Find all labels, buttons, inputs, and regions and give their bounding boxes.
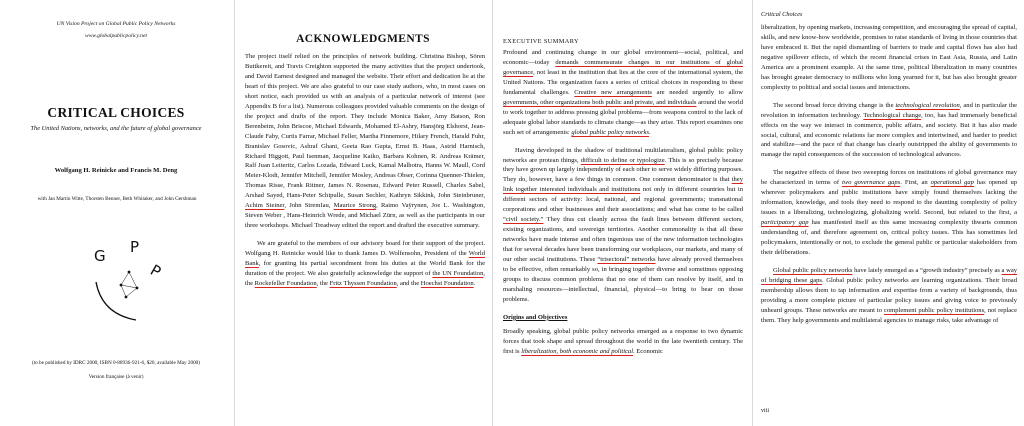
highlight-two-governance-gaps: two governance gaps: [841, 179, 901, 187]
gpp-logo-icon: [90, 228, 190, 328]
acknowledgments-heading: ACKNOWLEDGMENTS: [296, 33, 430, 45]
executive-summary-body: [503, 48, 743, 357]
gpp-network-logo: [90, 228, 190, 328]
text-run: , not replace them. They help governments and multilateral agencies to manage risks, take advantage of: [761, 306, 1017, 324]
summary-paragraph-2: [503, 146, 743, 305]
text-run: , Raimo Vaÿrynen, Joe L. Washington, Steven Weber , Hans-Heinrich Wrede, and Michael Zürn, as well as the participants in our three workshops. Michael Treadway edited the report and drafted the executive summary.: [245, 202, 485, 230]
text-run: . Global public policy networks are learning organizations. Their broad membership allows them to tap information and expertise from a variety of backgrounds, thus providing a more complete picture of particular policy issues and giving voice to previously unheard groups. These networks are meant to: [761, 276, 1017, 314]
title-page: [0, 0, 232, 426]
text-run: , and the: [396, 279, 421, 287]
text-run: , John StremIau,: [284, 202, 334, 210]
text-run: around the world to work together to address pressing global problems—from weapons control to the lack of adequate global labor standards to climate change—as they arise. This report examines one such set of arrangements:: [503, 98, 743, 136]
text-run: has opened up wherever policymakers and public institutions have simply found themselves lacking the information, knowledge, and tools they need to respond to the daunting complexity of policy issues in a liberalizing, technologizing, globalizing world. Second, but related to the first, a: [761, 179, 1018, 217]
logo-letter-p2: P: [147, 260, 164, 282]
highlight-achim-steiner: Achim Steiner: [245, 202, 285, 210]
acknowledgments-paragraph-1: [245, 52, 485, 231]
acknowledgments-body: [245, 52, 485, 289]
text-run: have already proved themselves to be effective, often remarkably so, in bringing together diverse and sometimes opposing groups to discuss common problems that no one of them can resolve by itself, and in marshaling resources—intellectual, financial, physical—to bring to bear on those problems.: [503, 256, 743, 303]
version-note[interactable]: Version française (à venir): [88, 374, 144, 380]
highlight-governments-organizations: governments, other organizations both public and private, and individuals: [503, 98, 697, 106]
text-run: , and in particular the revolution in information technology.: [761, 101, 1017, 119]
logo-letter-p1: P: [130, 238, 140, 256]
executive-summary-page: [492, 0, 750, 426]
summary-paragraph-1: [503, 48, 743, 138]
text-run: The negative effects of these two sweeping forces on institutions of global governance may be characterized in terms of: [761, 169, 1017, 187]
highlight-trisectoral-networks: “trisectoral” networks: [597, 256, 656, 264]
text-run: not only in different countries but in different sectors of activity: local, national, and regional governments; transnational corporations and other businesses and their associations; and what has come to be called: [503, 186, 743, 214]
text-run: They thus cut cleanly across the fault lines between different sectors, existing organizations, and sovereign territories. Another commonality is that all these networks have made intense and often ingenious use of the new information technologies that for several decades have been transforming our workplaces, our markets, and many of our other social institutions. These: [503, 216, 744, 264]
highlight-gppn: Global public policy networks: [773, 266, 853, 274]
text-run: are needed urgently to allow: [651, 88, 743, 96]
document-title: CRITICAL CHOICES: [47, 105, 185, 120]
executive-summary-heading: EXECUTIVE SUMMARY: [503, 38, 579, 45]
text-run: Having developed in the shadow of traditional multilateralism, global public policy networks are protean things,: [503, 146, 743, 164]
project-url[interactable]: www.globalpublicpolicy.net: [84, 33, 148, 39]
summary-paragraph-3: [503, 327, 743, 357]
document-subtitle: The United Nations, networks, and the future of global governance: [30, 125, 202, 132]
highlight-difficult-to-define: difficult to define or typologize: [580, 156, 665, 164]
highlight-rockefeller-foundation: Rockefeller Foundation: [254, 279, 317, 287]
text-run: The project itself relied on the principles of network building. Christina Bishop, Sören Buttkereit, and Travis Creighton supported the many activities that the project undertook, and David Earnest designed and managed the website. Their effort and dedication lie at the heart of this project. We are also grateful to our case study authors, who, in most cases on short notice, each provided us with an analysis of a particular network of interest (see Appendix B for a list). Numerous colleagues provided valuable comments on the design of the project and drafts of the report. They include Monica Baker, Amy Batson, Ron Berenbeim, John Briscoe, Michael Edwards, Mohamed El-Ashry, Hansjörg Elshorst, Jean-Claude Faby, Curtis Farrar, Michael Feller, Martha Finnemore, Hilary French, Harald Fuhr, Branislav Gosovic, Ashraf Ghani, Geeta Rao Gupta, Ernst B. Haas, Astrid Harnisch, Richard Higgott, Paul Isenman, Jacqueline Kaiko, Barbara Kohnen, R. Andreas Krämer, Ralf Juan Leiteritz, Carlos Lozada, Edward Luck, Kamal Malhotra, Hanns W. Maull, Cord Meier-Klodt, Jennifer Mitchell, Jennifer Mosley, Andreas Obser, Corinna Quenner-Thielen, Thomas Risse, Frank Rittner, James N. Rosenau, Edward Peter Russell, Charles Sabel, Arshad Sayed, Hans-Peter Schipulle, Susan Sechler, Kathryn Sikkink, John Steinbruner,: [245, 53, 485, 200]
text-run: have lately emerged as a “growth industry” precisely as: [852, 266, 1002, 274]
highlight-participatory-gap: participatory gap: [761, 219, 809, 227]
highlight-bridging-gaps: a way of bridging these gaps: [761, 266, 1018, 284]
highlight-civil-society: “civil society.”: [503, 216, 544, 224]
body-paragraph-1: liberalization, by opening markets, increasing competition, and encouraging the spread of capital, skills, and new know-how worldwide, promises to raise standards of living in those countries that have embraced it. But the rapid dismantling of barriers to trade and capital flows has also had negative spillover effects, of which the recent financial crises in East Asia, Russia, and Latin America are a prominent example. At the same time, political liberalization in many countries has brought greater democracy to millions who long yearned for it, but has also brought greater complexity to political and social issues and interactions.: [761, 24, 1017, 91]
acknowledgments-page: [234, 0, 490, 426]
text-run: . This is so precisely because they have grown up largely independently of each other to serve widely differing purposes. They do, however, have a few things in common. One common denominator is that: [503, 156, 743, 184]
body-paragraph-4: [761, 266, 1017, 326]
text-run: We are grateful to the members of our advisory board for their support of the project. Wolfgang H. Reinicke would like to thank James D. Wolfensohn, President of the: [245, 240, 485, 258]
highlight-link-together: they link together interested individuals and institutions: [503, 176, 743, 194]
text-run: , the: [316, 279, 330, 287]
highlight-hoechst-foundation: Hoechst Foundation: [420, 279, 474, 287]
highlight-operational-gap: operational gap: [930, 179, 974, 187]
text-run: .: [473, 279, 476, 287]
authors: Wolfgang H. Reinicke and Francis M. Deng: [54, 167, 178, 174]
highlight-fritz-thyssen-foundation: Fritz Thyssen Foundation: [329, 279, 397, 287]
critical-choices-page: [752, 0, 1024, 426]
highlight-commensurate-changes: demands commensurate changes in our institutions of global governance: [503, 58, 744, 76]
critical-choices-body: [761, 23, 1017, 326]
logo-letter-g: G: [94, 247, 106, 265]
text-run: has manifested itself as this same increasing complexity thwarts common understanding of, and therefore agreement on, critical policy issues. This has sometimes led policymakers, intentionally or not, to exclude the general public or particular stakeholders from their deliberations.: [761, 219, 1017, 257]
highlight-creative-arrangements: Creative new arrangements: [574, 88, 652, 96]
body-paragraph-3: [761, 168, 1017, 258]
text-run: . First, an: [900, 179, 931, 187]
contributors: with Jan Martin Witte, Thorsten Benner, Beth Whitaker, and John Gershman: [37, 196, 197, 202]
highlight-complement-institutions: complement public policy institutions: [884, 306, 985, 314]
text-run: . Economic: [633, 347, 663, 355]
highlight-technological-revolution: technological revolution: [895, 101, 960, 109]
text-run: .: [649, 128, 651, 136]
highlight-maurice-strong: Maurice Strong: [333, 202, 377, 210]
project-header: UN Vision Project on Global Public Policy Networks: [56, 21, 176, 27]
text-run: , not least in the institution that lies at the core of the international system, the United Nations. The organization faces a series of critical choices in responding to these fundamental challenges.: [503, 68, 743, 96]
body-paragraph-2: [761, 101, 1017, 161]
text-run: , too, has had immensely beneficial effects on the way we interact in commerce, public affairs, and society. But it has also made social, cultural, and economic relations far more complex and intertwined, and harder to predict and stabilize—and the pace of that change has clearly outstripped the ability of governments to manage the rapid consequences of the succession of technological advances.: [761, 111, 1017, 159]
publication-note: (to be published by IDRC 2000, ISBN 0-88936-921-6, $20, available May 2000): [32, 360, 200, 366]
running-header: Critical Choices: [761, 11, 803, 18]
highlight-global-public-policy-networks: global public policy networks: [571, 128, 650, 136]
page-number: viii: [761, 408, 770, 414]
highlight-world-bank: World Bank: [245, 250, 485, 268]
highlight-un-foundation: the UN Foundation: [432, 270, 484, 278]
highlight-liberalization: liberalization, both economic and political: [521, 347, 634, 355]
text-run: The second broad force driving change is the: [773, 101, 896, 109]
text-run: Broadly speaking, global public policy networks emerged as a response to two dynamic forces that took shape and spread throughout the world in the late twentieth century. The first is: [503, 327, 743, 355]
acknowledgments-paragraph-2: [245, 239, 485, 289]
highlight-technological-change: Technological change: [863, 111, 922, 119]
text-run: , the: [245, 270, 485, 287]
origins-section-heading: Origins and Objectives: [503, 313, 568, 321]
text-run: , for granting his partial secondment from his duties at the World Bank for the duration of the project. We also gratefully acknowledge the support of: [245, 260, 485, 278]
text-run: Profound and continuing change in our global environment—social, political, and economic—today: [503, 49, 743, 66]
